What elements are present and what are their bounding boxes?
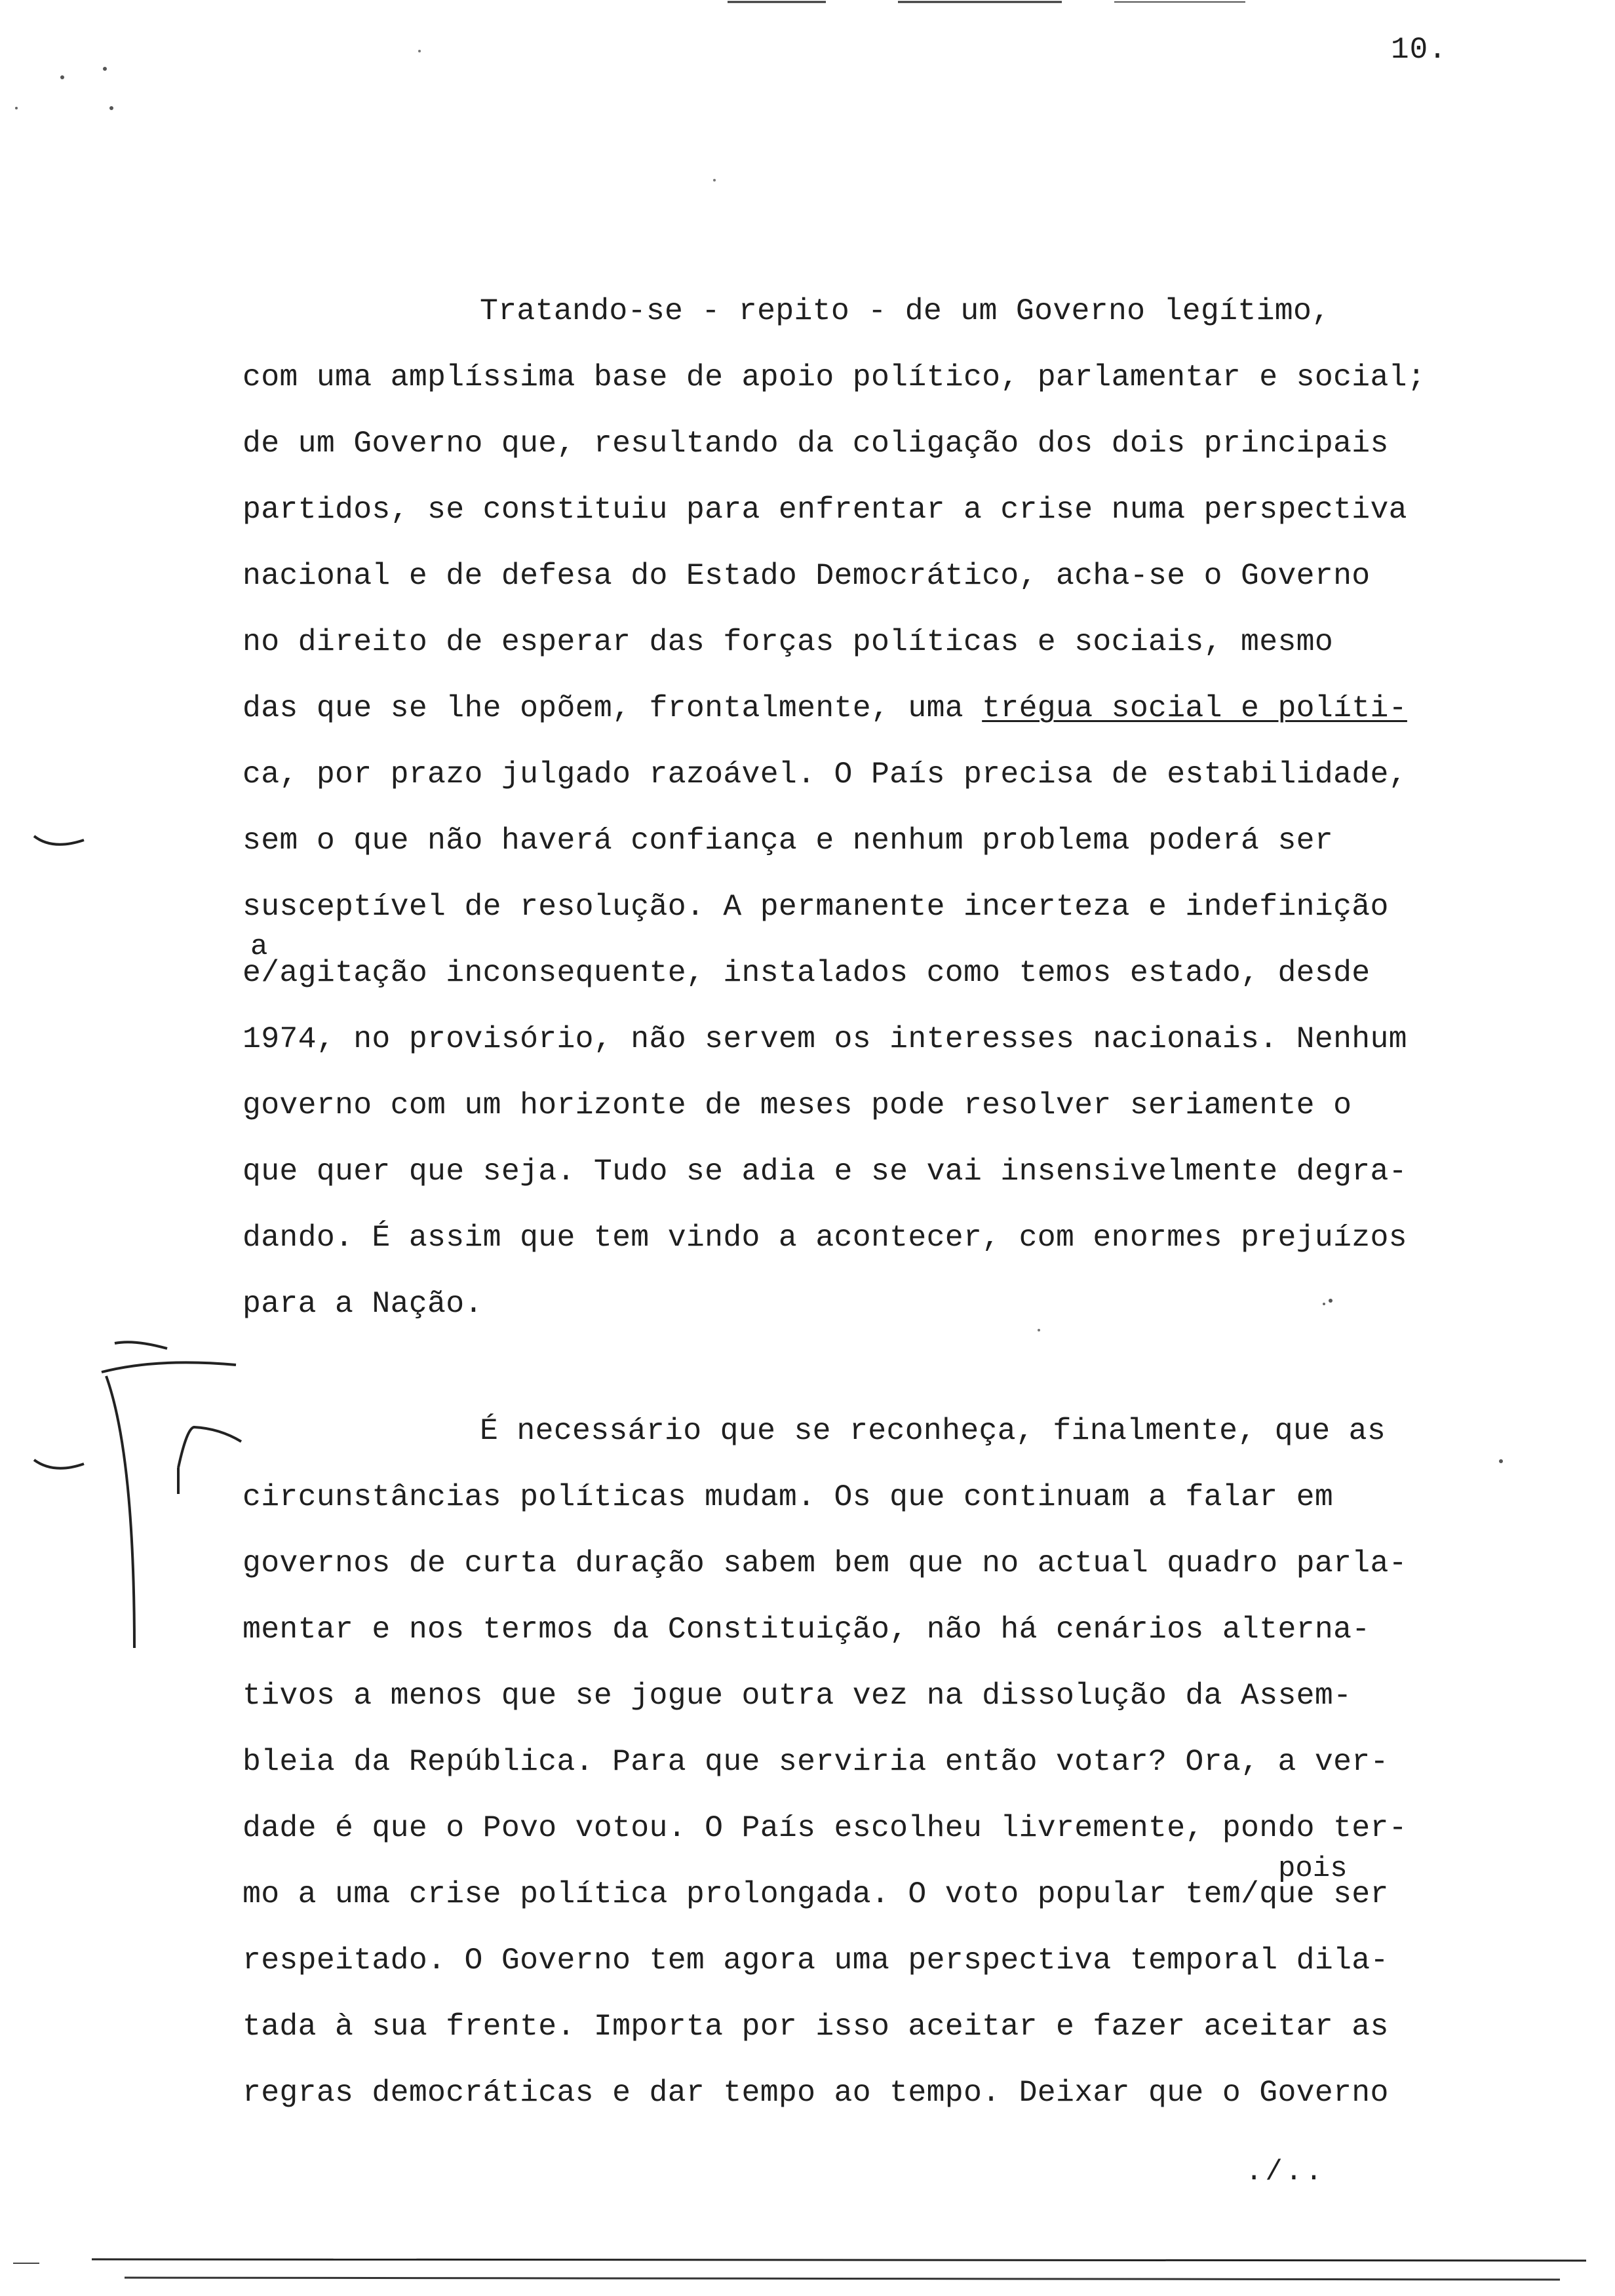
underlined-phrase: trégua social e políti- <box>982 691 1407 725</box>
margin-bracket-inner <box>178 1427 241 1494</box>
text-segment: das que se lhe opõem, frontalmente, uma <box>243 691 983 725</box>
text-line: circunstâncias políticas mudam. Os que continuam a falar em <box>243 1480 1334 1514</box>
text-line: respeitado. O Governo tem agora uma perspectiva temporal dila- <box>243 1943 1389 1978</box>
text-line: dando. É assim que tem vindo a acontecer, com enormes prejuízos <box>243 1220 1407 1255</box>
text-line: de um Governo que, resultando da coligação dos dois principais <box>243 426 1389 461</box>
text-line: governo com um horizonte de meses pode resolver seriamente o <box>243 1088 1352 1122</box>
text-line: para a Nação. <box>243 1286 483 1321</box>
text-line: mentar e nos termos da Constituição, não há cenários alterna- <box>243 1612 1371 1647</box>
text-line <box>243 687 1475 754</box>
continuation-mark: ./.. <box>1245 2156 1325 2189</box>
text-line: no direito de esperar das forças políticas e sociais, mesmo <box>243 624 1334 659</box>
paragraph-2 <box>243 1410 1475 2138</box>
handwritten-insertion: a <box>250 930 268 963</box>
text-line: sem o que não haverá confiança e nenhum problema poderá ser <box>243 823 1334 858</box>
text-line: com uma amplíssima base de apoio político, parlamentar e social; <box>243 360 1426 394</box>
margin-mark-2 <box>34 1460 84 1468</box>
text-line: Tratando-se - repito - de um Governo legítimo, <box>480 294 1331 328</box>
text-line: que quer que seja. Tudo se adia e se vai insensivelmente degra- <box>243 1154 1407 1189</box>
margin-bracket <box>102 1342 236 1648</box>
text-line: dade é que o Povo votou. O País escolheu livremente, pondo ter- <box>243 1810 1407 1845</box>
text-line: susceptível de resolução. A permanente incerteza e indefinição <box>243 889 1389 924</box>
text-line: ca, por prazo julgado razoável. O País precisa de estabilidade, <box>243 757 1407 792</box>
text-line: nacional e de defesa do Estado Democrático, acha-se o Governo <box>243 558 1371 593</box>
text-line: e/agitação inconsequente, instalados como temos estado, desde <box>243 955 1371 990</box>
margin-mark-1 <box>34 836 84 845</box>
text-line: tada à sua frente. Importa por isso aceitar e fazer aceitar as <box>243 2009 1389 2044</box>
text-line: mo a uma crise política prolongada. O voto popular tem/que ser <box>243 1877 1389 1911</box>
text-line: É necessário que se reconheça, finalmente, que as <box>480 1413 1386 1448</box>
text-line: governos de curta duração sabem bem que no actual quadro parla- <box>243 1546 1407 1580</box>
text-line: bleia da República. Para que serviria então votar? Ora, a ver- <box>243 1744 1389 1779</box>
text-line: tivos a menos que se jogue outra vez na dissolução da Assem- <box>243 1678 1352 1713</box>
text-line: regras democráticas e dar tempo ao tempo. Deixar que o Governo <box>243 2075 1389 2110</box>
handwritten-insertion: pois <box>1278 1852 1348 1885</box>
paragraph-1 <box>243 290 1475 1349</box>
text-line: partidos, se constituiu para enfrentar a crise numa perspectiva <box>243 492 1407 527</box>
page-number: 10. <box>1391 33 1447 67</box>
text-line: 1974, no provisório, não servem os interesses nacionais. Nenhum <box>243 1022 1407 1056</box>
